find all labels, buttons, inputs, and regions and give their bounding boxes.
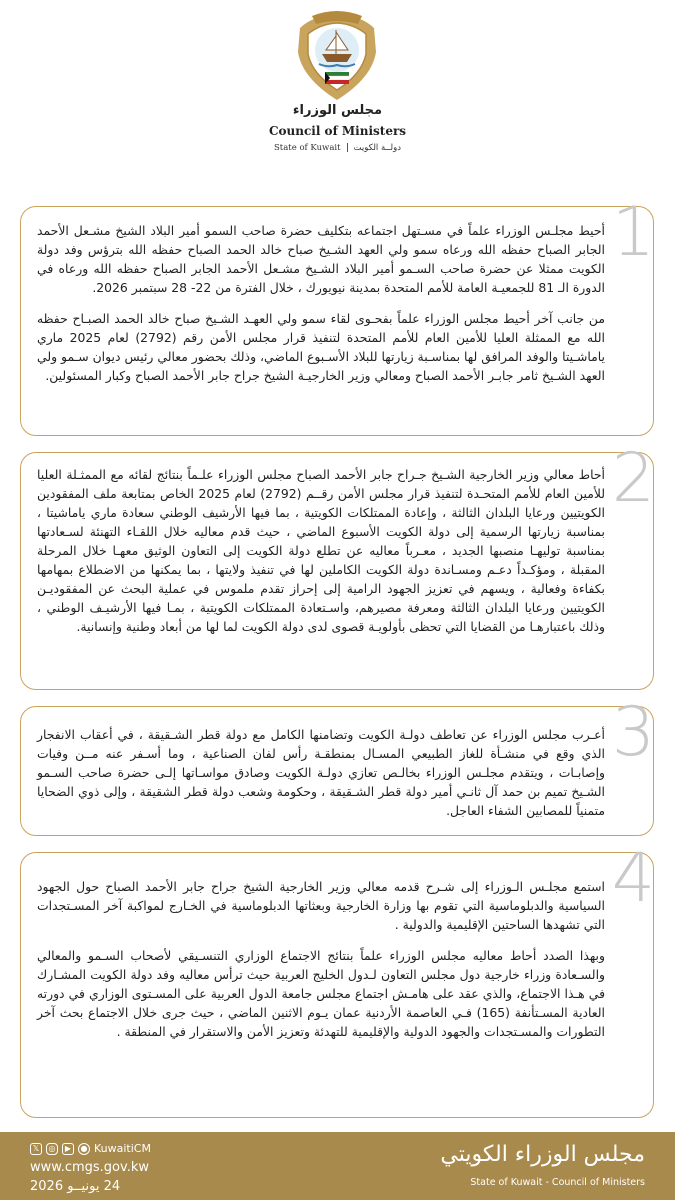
- youtube-icon[interactable]: ▶: [62, 1143, 74, 1155]
- publish-date: 24 يونيــو 2026: [30, 1179, 121, 1194]
- section-number: 2: [611, 439, 655, 518]
- header-title-ar: مجلس الوزراء: [292, 103, 383, 118]
- section-paragraph: أحاط معالي وزير الخارجية الشـيخ جـراح جابر الأحمد الصباح مجلس الوزراء علـماً بنتائج لقائه مع الممثـلة العليا للأمين العام للأمم المتحـدة لتنفيذ قرار مجلس الأمن رقــم (2792) لعام 2025 الخاص بمتابعة ملف المفقودين الكويتيين ورعايا البلدان الثالثة ، وإعادة الممتلكات الكويتية ، بما فيها الأرشيف الوطني سعادة ماري ياماشيتا ، بمناسبة زيارتها الرسمية إلى دولة الكويت الأسبوع الماضي ، حيث قدم معاليه خلال اللقـاء التهنئة لسـعادتها بمناسبة توليهـا منصبها الجديد ، معـرباً معاليه عن تطلع دولة الكويت إلى التعاون الوثيق معهـا خلال المرحلة المقبلة ، ومؤكـداً دعـم ومسـاندة دولة الكويت الكاملين لها في تنفيذ ولايتها ، بما يمكنها من الاضطلاع بمهامها بكفاءة وفعالية ، ويسهم في تعزيز الجهود الرامية إلى إحراز تقدم ملموس في عملية البحث عن المفقوديـن الكويتيين ورعايا البلدان الثالثة ومعرفة مصيرهم، واسـتعادة الممتلكات الكويتية ، بمـا فيها الأرشيـف الوطني ، وذلك باعتبارهـا من القضايا التي تحظى بأولويـة قصوى لدى دولة الكويت لما لها من أبعاد وطنية وإنسانية.: [37, 467, 605, 634]
- header-divider: [347, 143, 348, 152]
- page-header: [0, 0, 675, 190]
- section-paragraph: من جانب آخر أحيط مجلس الوزراء علماً بفحـوى لقاء سمو ولي العهـد الشـيخ صباح خالد الحمد الصبـاح حفظه الله مع الممثلة العليا للأمين العام للأمم المتحدة لتنفيذ قرار مجلس الأمن رقم (2792) لعام 2025 ماري ياماشـيتا والوفد المرافق لها بمناسـبة زيارتها للبلاد الأسـبوع الماضي، وذلك بحضور معالي رئيس ديوان سـمو ولي العهد الشـيخ ثامر جابـر الأحمد الصباح ومعالي وزير الخارجيـة الشيخ جراح جابر الأحمد الصباح وكبار المسئولين.: [37, 311, 605, 383]
- footer-logo-en: State of Kuwait - Council of Ministers: [470, 1177, 645, 1188]
- header-state: [0, 143, 675, 153]
- x-icon[interactable]: 𝕏: [30, 1143, 42, 1155]
- section-number: 3: [611, 693, 655, 772]
- news-section-4: [20, 839, 655, 1118]
- news-section-3: [20, 693, 655, 836]
- header-title-en: Council of Ministers: [268, 124, 407, 138]
- header-state-ar: دولــة الكويت: [353, 143, 401, 153]
- section-paragraph: أحيط مجلـس الوزراء علماً في مسـتهل اجتماعه بتكليف حضرة صاحب السمو أمير البلاد الشيخ مشـعل الأحمد الجابر الصباح حفظه الله ورعاه سمو ولي العهد الشـيخ صباح خالد الحمد الصباح حفظه الله بترؤس وفد دولة الكويت ممثلا عن حضرة صاحب السـمو أمير البلاد الشـيخ مشـعل الأحمد الجابر الصباح حفظه الله ورعاه في الدورة الـ 81 للجمعيـة العامة للأمم المتحدة بمدينة نيويورك ، خلال الفترة من 22- 28 سبتمبر 2026.: [37, 223, 605, 295]
- social-links: [30, 1142, 151, 1155]
- kuwait-emblem-icon: [292, 8, 382, 104]
- social-handle[interactable]: KuwaitiCM: [94, 1142, 151, 1155]
- section-body: [37, 877, 605, 1053]
- section-paragraph: وبهذا الصدد أحاط معاليه مجلس الوزراء علماً بنتائج الاجتماع الوزاري التنسـيقي لأصحاب السـمو والمعالي والسـعادة وزراء خارجية دول مجلس التعاون لـدول الخليج العربية حيث ترأس معاليه وفد دولة الكويت المشـارك في هـذا الاجتماع، والذي عقد على هامـش اجتماع مجلس جامعة الدول العربية على المسـتوى الوزاري في دورته العادية المسـتأنفة (165) فـي العاصمة الأردنية عمان يـوم الاثنين الماضي ، حيث جرى خلال الاجتماع بحث آخر التطورات والمسـتجدات والجهود الدولية والإقليمية للتهدئة وتعزيز الأمن والاستقرار في المنطقة .: [37, 948, 606, 1039]
- header-state-en: State of Kuwait: [273, 143, 341, 153]
- website-link[interactable]: www.cmgs.gov.kw: [30, 1160, 149, 1175]
- section-body: [37, 725, 605, 832]
- section-paragraph: استمع مجلـس الـوزراء إلى شـرح قدمه معالي وزير الخارجية الشيخ جراح جابر الأحمد الصباح حول الجهود السياسية والدبلوماسية التي تقوم بها وزارة الخارجية وبعثاتها الدبلوماسية في الخـارج لمواكبة آخر المسـتجدات التي تشهدها الساحتين الإقليمية والدولية .: [37, 879, 605, 932]
- page-footer: [0, 1132, 675, 1200]
- news-section-1: [20, 193, 655, 436]
- section-paragraph: أعـرب مجلس الوزراء عن تعاطف دولـة الكويت وتضامنها الكامل مع دولة قطر الشـقيقة ، في أعقاب الانفجار الذي وقع في منشـأة للغاز الطبيعي المسـال بمنطقـة رأس لفان الصناعية ، وما أسـفر عنه مــن وفيات وإصابـات ، ويتقدم مجلـس الوزراء بخالـص تعازي دولـة الكويت وصادق مواسـاتها إلـى حضرة صاحب السـمو الشـيخ تميم بن حمد آل ثانـي أمير دولة قطر الشـقيقة ، وحكومة وشعب دولة قطر الشقيقة ، وإلى ذوي الضحايا متمنياً للمصابين الشفاء العاجل.: [37, 727, 605, 818]
- news-section-2: [20, 439, 655, 690]
- camera-icon[interactable]: ●: [78, 1143, 90, 1155]
- section-body: [37, 465, 605, 648]
- instagram-icon[interactable]: ◎: [46, 1143, 58, 1155]
- footer-logo-ar: مجلس الوزراء الكويتي: [440, 1142, 645, 1167]
- section-number: 1: [611, 193, 655, 272]
- section-body: [37, 221, 605, 397]
- section-number: 4: [611, 839, 655, 918]
